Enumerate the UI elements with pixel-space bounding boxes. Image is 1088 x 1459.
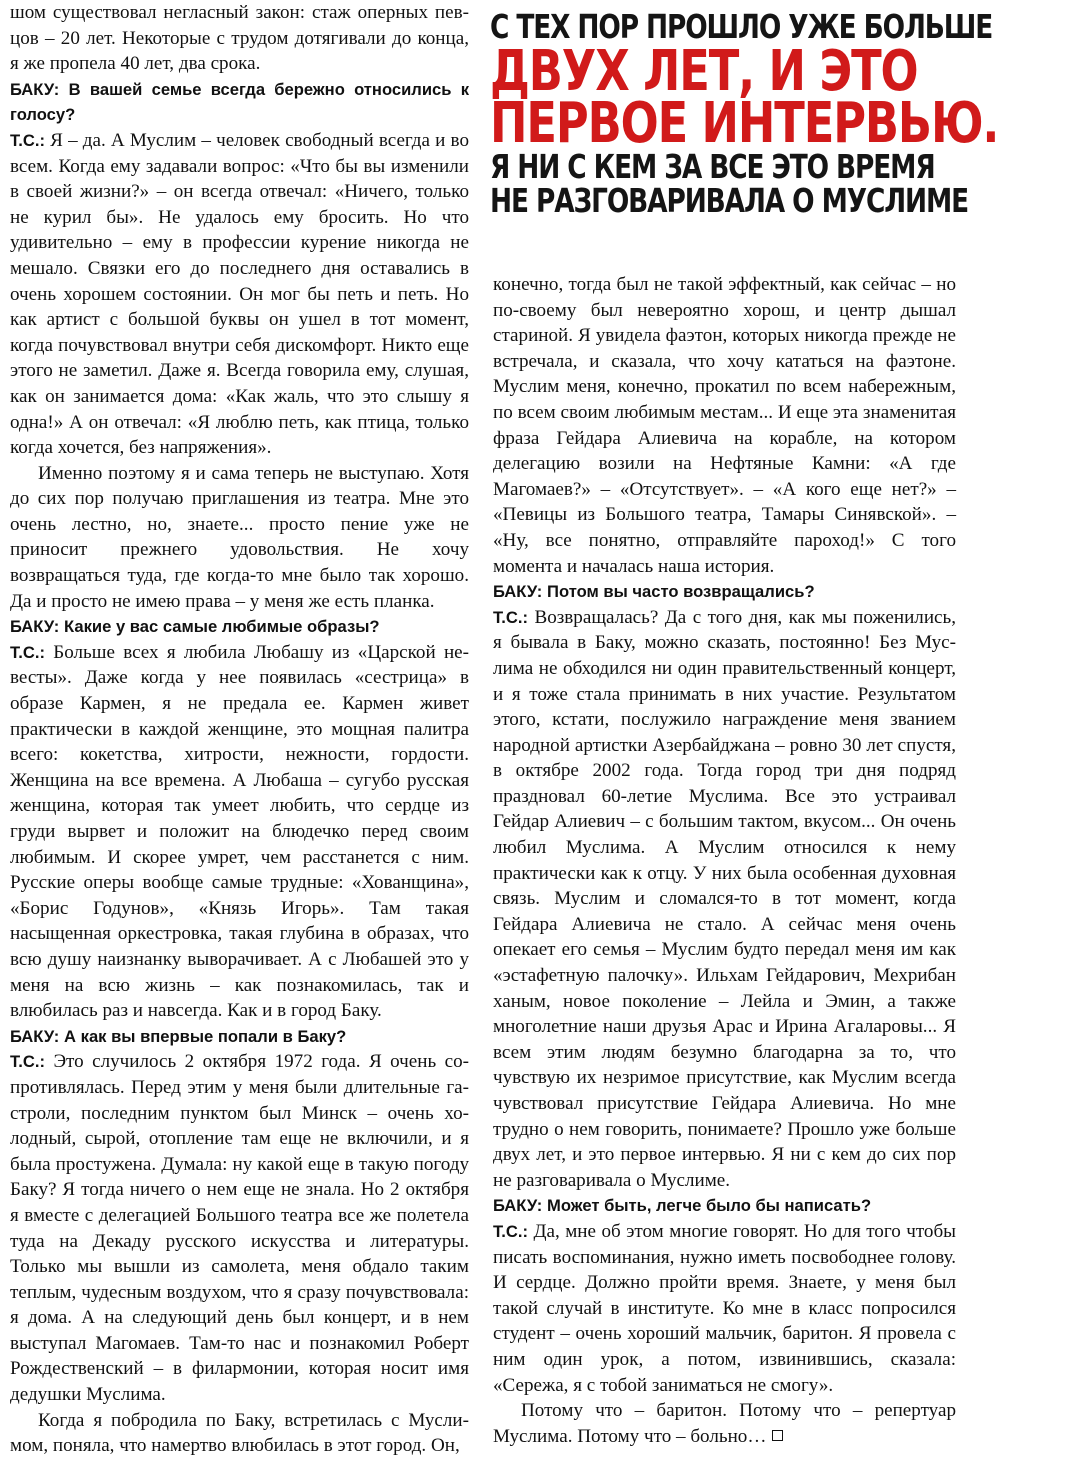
interview-answer (493, 605, 956, 1194)
paragraph-text: шом существовал негласный закон: стаж оперных певцов – 20 лет. Некоторые с трудом дотягивали до конца, я же пропела 40 лет, два срока. (10, 2, 469, 75)
interview-answer (493, 1219, 956, 1398)
interview-answer (10, 640, 469, 1024)
answer-text: Я – да. А Муслим – человек свободный всегда и во всем. Когда ему задавали вопрос: «Что бы вы изменили в своей жизни?» – он всегда отвечал: «Ничего, только не курил бы». Не удалось ему бросить. Но что удивительно – ему в профессии курение никогда не мешало. Связки его до последнего дня оставались в очень хорошем состоянии. Он мог бы петь и петь. Но как артист с большой буквы он ушел в тот момент, когда почувствовал внутри себя дискомфорт. Никто еще этого не заметил. Даже я. Всегда говорила ему, слушая, как он занимается дома: «Как жаль, что это слышу я одна!» А он отвечал: «Я люблю петь, как птица, только когда хочется, без напряжения». (10, 129, 469, 459)
speaker-label: Т.С.: (10, 130, 45, 150)
paragraph-text: Когда я побродила по Баку, встретилась с Муслимом, поняла, что намертво влюбилась в этот город. Он, (10, 1409, 469, 1457)
question-text: Может быть, легче было бы написать? (547, 1196, 872, 1216)
pull-quote-line-4: Я НИ С КЕМ ЗА ВСЕ ЭТО ВРЕМЯ (490, 147, 935, 186)
interview-answer (10, 128, 469, 461)
pull-quote-line-5: НЕ РАЗГОВАРИВАЛА О МУСЛИМЕ (490, 181, 969, 220)
article-end-square-icon (772, 1430, 783, 1441)
body-paragraph (493, 272, 956, 579)
speaker-label: БАКУ: (10, 79, 60, 99)
speaker-label: Т.С.: (493, 1221, 528, 1241)
interview-question (10, 614, 469, 640)
interview-question (493, 1193, 956, 1219)
interview-question (10, 1024, 469, 1050)
answer-text: Больше всех я любила Любашу из «Царской невесты». Даже когда у нее появилась «сестрица» в образе Кармен, я не предала ее. Кармен живет практически в каждой женщине, это мощная палитра всего: кокетства, хитрости, нежности, гордости. Женщина на все времена. А Любаша – сугубо русская женщина, которая так умеет любить, что сердце из груди вырвет и положит на блюдечко перед своим любимым. И скорее умрет, чем расстанется с ним. Русские оперы вообще самые трудные: «Хованщина», «Борис Годунов», «Князь Игорь». Там такая насыщенная оркестровка, такая глубина в образах, что всю душу наизнанку выворачивает. А с Любашей это у меня на всю жизнь – как познакомилась, так и влюбилась раз и навсегда. Как и в город Баку. (10, 641, 469, 1022)
speaker-label: БАКУ: (10, 617, 60, 637)
question-text: Потом вы часто возвращались? (547, 582, 815, 602)
speaker-label: БАКУ: (493, 582, 543, 602)
pull-quote-line-1: С ТЕХ ПОР ПРОШЛО УЖЕ БОЛЬШЕ (490, 7, 993, 46)
answer-text: Это случилось 2 октября 1972 года. Я очень сопротивлялась. Перед этим у меня были длительные гастроли, последним пунктом был Минск – очень холодный, сырой, отопление там еще не включили, и я была простужена. Думала: ну какой еще в такую погоду Баку? Я тогда ничего о нем еще не знала. Но 2 октября я вместе с делегацией Большого театра все же полетела туда на Декаду русского искусства и литературы. Только мы вышли из самолета, меня обдало таким теплым, чудесным воздухом, что я сразу почувствовала: я дома. А на следующий день был концерт, и в нем выступал Магомаев. Там-то нас и познакомил Роберт Рождественский – в филармонии, которая носит имя дедушки Муслима. (10, 1051, 469, 1406)
body-paragraph (10, 0, 469, 77)
question-text: А как вы впервые попали в Баку? (64, 1026, 347, 1046)
answer-text: Возвращалась? Да с того дня, как мы поженились, я бывала в Баку, можно сказать, постоянно! Без Муслима не обходился ни один правительственный концерт, и я тоже стала принимать в них участие. Результатом этого, кстати, послужило награждение меня званием народной артистки Азербайджана – ровно 30 лет спустя, в октябре 2002 года. Тогда город три дня подряд праздновал 60-летие Муслима. Все это устраивал Гейдар Алиевич – с большим тактом, вкусом... Он очень любил Муслима. А Муслим относился к нему практически как к отцу. У них была особенная духовная связь. Муслим и сломался-то в тот момент, когда Гейдара Алиевича не стало. А сейчас меня очень опекает его семья – Муслим будто передал меня им как «эстафетную палочку». Ильхам Гейдарович, Мехрибан ханым, новое поколение – Лейла и Эмин, а также многолетние наши друзья Арас и Ирина Агаларовы... Я всем этим людям безумно благодарна за то, что чувствую их незримое присутствие, как Муслим всегда чувствовал присутствие Гейдара Алиевича. Но мне трудно о нем говорить, понимаете? Прошло уже больше двух лет, и это первое интервью. Я ни с кем до сих пор не разговаривала о Муслиме. (493, 606, 956, 1191)
speaker-label: Т.С.: (493, 607, 528, 627)
left-text-column (10, 0, 469, 1459)
interview-answer (10, 1049, 469, 1407)
body-paragraph (10, 1408, 469, 1459)
question-text: В вашей семье всегда бережно относились к голосу? (10, 79, 469, 125)
pull-quote-highlight-line-2: ПЕРВОЕ ИНТЕРВЬЮ. (490, 91, 999, 156)
speaker-label: Т.С.: (10, 642, 45, 662)
interview-question (493, 579, 956, 605)
pull-quote-highlight-line-1: ДВУХ ЛЕТ, И ЭТО (490, 39, 918, 104)
body-paragraph (493, 1398, 956, 1449)
pull-quote (490, 8, 1086, 218)
interview-question (10, 77, 469, 128)
paragraph-text: конечно, тогда был не такой эффектный, как сейчас – но по-своему был невероятно хорош, и центр дышал стариной. Я увидела фаэтон, которых никогда прежде не встречала, и сказала, что хочу кататься на фаэтоне. Муслим меня, конечно, прокатил по всем набережным, по всем своим любимым местам... И еще эта знаменитая фраза Гейдара Алиевича на корабле, на котором делегацию возили на Нефтяные Камни: «А где Магомаев?» – «Отсутствует». – «А кого еще нет?» – «Певицы из Большого театра, Тамары Синявской». – «Ну, все понятно, отправляйте пароход!» С того момента и началась наша история. (493, 274, 956, 577)
answer-text: Да, мне об этом многие говорят. Но для того чтобы писать воспоминания, нужно иметь посвободнее голову. И сердце. Должно пройти время. Знаете, у меня был такой случай в институте. Ко мне в класс попросился студент – очень хороший мальчик, баритон. Я провела с ним один урок, а потом, извинившись, сказала: «Сережа, я с тобой заниматься не смогу». (493, 1220, 956, 1396)
speaker-label: Т.С.: (10, 1052, 45, 1072)
paragraph-text: Потому что – баритон. Потому что – репертуар Муслима. Потому что – больно… (493, 1400, 956, 1447)
question-text: Какие у вас самые любимые образы? (64, 617, 380, 637)
paragraph-text: Именно поэтому я и сама теперь не выступаю. Хотя до сих пор получаю приглашения из театра. Мне это очень лестно, но, знаете... просто пение уже не приносит прежнего удовольствия. Не хочу возвращаться туда, где когда-то мне было так хорошо. Да и просто не имею права – у меня же есть планка. (10, 462, 469, 612)
right-text-column (493, 272, 956, 1449)
speaker-label: БАКУ: (10, 1026, 60, 1046)
speaker-label: БАКУ: (493, 1196, 543, 1216)
body-paragraph (10, 461, 469, 615)
